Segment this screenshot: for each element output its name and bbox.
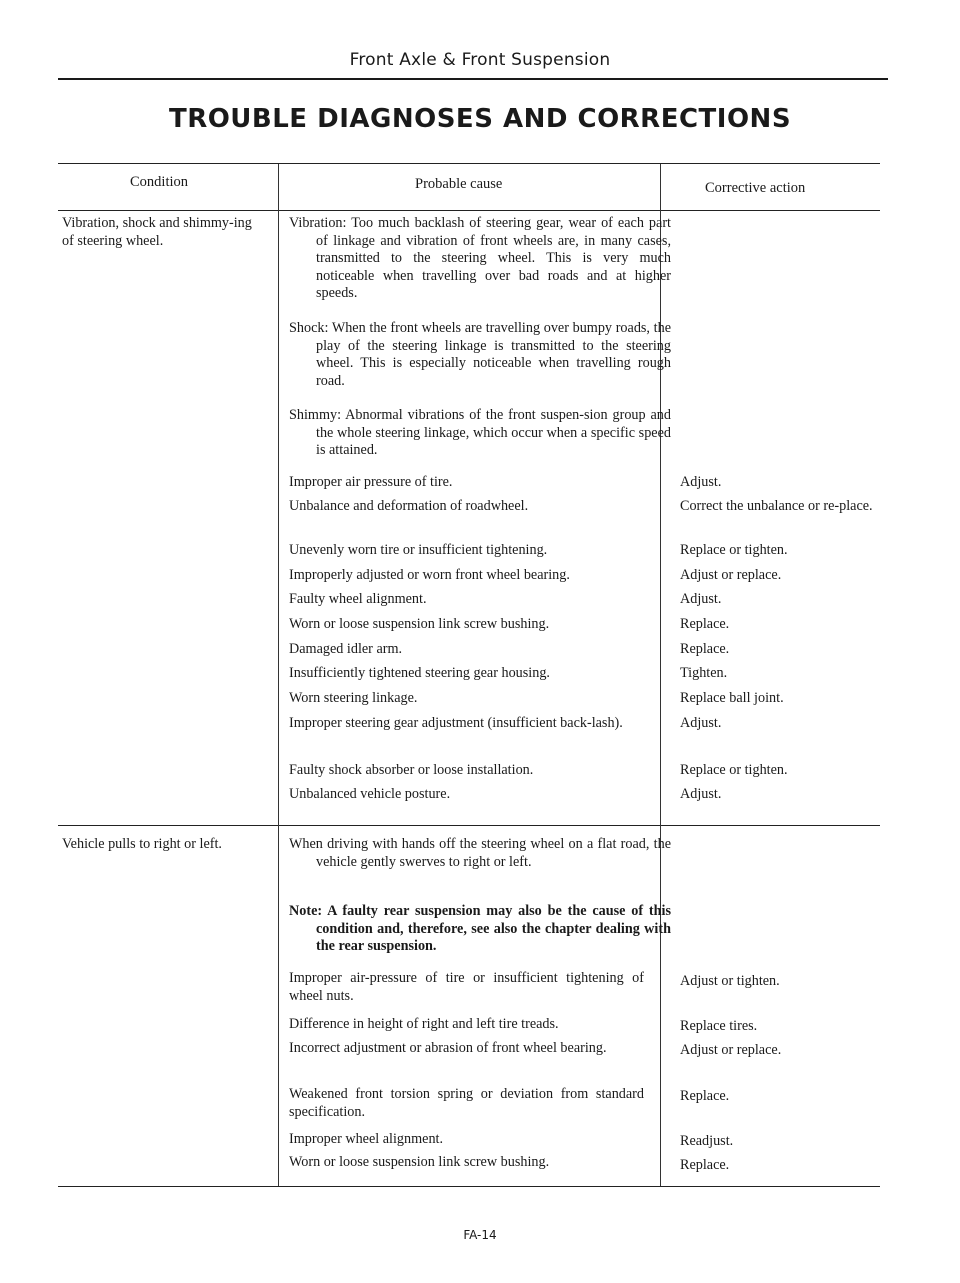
header-rule bbox=[58, 78, 888, 80]
action-item: Adjust. bbox=[680, 715, 722, 731]
condition-vehicle-pulls: Vehicle pulls to right or left. bbox=[62, 836, 222, 852]
cause-item: Improperly adjusted or worn front wheel bearing. bbox=[289, 567, 570, 583]
section-title: Front Axle & Front Suspension bbox=[349, 50, 611, 70]
table-bottom-rule bbox=[58, 1186, 880, 1187]
page-title: TROUBLE DIAGNOSES AND CORRECTIONS bbox=[168, 104, 792, 134]
cause-item: Vibration: Too much backlash of steering gear, wear of each part of linkage and vibration of front wheels are, in many cases, transmitted to the steering wheel. This is very much noticeable when travelling over bad roads and at higher speeds. bbox=[289, 215, 671, 301]
page-number: FA-14 bbox=[463, 1228, 497, 1242]
cause-item: Unevenly worn tire or insufficient tightening. bbox=[289, 542, 548, 558]
action-item: Replace. bbox=[680, 1088, 730, 1104]
cause-item: Faulty wheel alignment. bbox=[289, 591, 427, 607]
column-divider-1 bbox=[278, 164, 279, 1186]
header-bottom-rule bbox=[58, 210, 880, 211]
action-item: Adjust. bbox=[680, 786, 722, 802]
condition-vibration: Vibration, shock and shimmy-ing of steering wheel. bbox=[62, 215, 252, 249]
cause-item: Worn or loose suspension link screw bushing. bbox=[289, 1154, 550, 1170]
action-item: Readjust. bbox=[680, 1133, 734, 1149]
action-item: Correct the unbalance or re-place. bbox=[680, 498, 873, 514]
action-item: Replace tires. bbox=[680, 1018, 758, 1034]
cause-item: Incorrect adjustment or abrasion of front wheel bearing. bbox=[289, 1040, 607, 1056]
cause-item: When driving with hands off the steering wheel on a flat road, the vehicle gently swerves to right or left. bbox=[289, 836, 671, 870]
cause-item: Improper wheel alignment. bbox=[289, 1131, 444, 1147]
action-item: Tighten. bbox=[680, 665, 728, 681]
column-header-action: Corrective action bbox=[705, 180, 806, 196]
action-item: Replace. bbox=[680, 641, 730, 657]
cause-note: Note: A faulty rear suspension may also be the cause of this condition and, therefore, see also the chapter dealing with the rear suspension. bbox=[289, 903, 671, 954]
cause-item: Improper air-pressure of tire or insufficient tightening of wheel nuts. bbox=[289, 970, 644, 1004]
action-item: Replace. bbox=[680, 1157, 730, 1173]
cause-item: Insufficiently tightened steering gear housing. bbox=[289, 665, 550, 681]
cause-item: Unbalance and deformation of roadwheel. bbox=[289, 498, 529, 514]
cause-item: Faulty shock absorber or loose installation. bbox=[289, 762, 534, 778]
cause-item: Difference in height of right and left tire treads. bbox=[289, 1016, 559, 1032]
column-header-cause: Probable cause bbox=[415, 176, 503, 192]
action-item: Adjust or replace. bbox=[680, 567, 782, 583]
action-item: Adjust. bbox=[680, 474, 722, 490]
action-item: Replace ball joint. bbox=[680, 690, 784, 706]
action-item: Adjust or replace. bbox=[680, 1042, 782, 1058]
action-item: Replace. bbox=[680, 616, 730, 632]
cause-item: Unbalanced vehicle posture. bbox=[289, 786, 451, 802]
action-item: Adjust or tighten. bbox=[680, 973, 780, 989]
cause-item: Worn or loose suspension link screw bushing. bbox=[289, 616, 550, 632]
action-item: Replace or tighten. bbox=[680, 542, 788, 558]
cause-item: Damaged idler arm. bbox=[289, 641, 403, 657]
cause-item: Weakened front torsion spring or deviation from standard specification. bbox=[289, 1086, 644, 1120]
cause-item: Improper steering gear adjustment (insufficient back-lash). bbox=[289, 715, 623, 731]
cause-item: Shimmy: Abnormal vibrations of the front suspen-sion group and the whole steering linkage, which occur when a specific speed is attained. bbox=[289, 407, 671, 458]
action-item: Replace or tighten. bbox=[680, 762, 788, 778]
table-top-rule bbox=[58, 163, 880, 164]
column-divider-2 bbox=[660, 164, 661, 1186]
cause-item: Shock: When the front wheels are travelling over bumpy roads, the play of the steering linkage is transmitted to the steering wheel. This is especially noticeable when travelling rough road. bbox=[289, 320, 671, 389]
column-header-condition: Condition bbox=[130, 174, 189, 190]
group-separator-rule bbox=[58, 825, 880, 826]
action-item: Adjust. bbox=[680, 591, 722, 607]
cause-item: Improper air pressure of tire. bbox=[289, 474, 453, 490]
cause-item: Worn steering linkage. bbox=[289, 690, 418, 706]
